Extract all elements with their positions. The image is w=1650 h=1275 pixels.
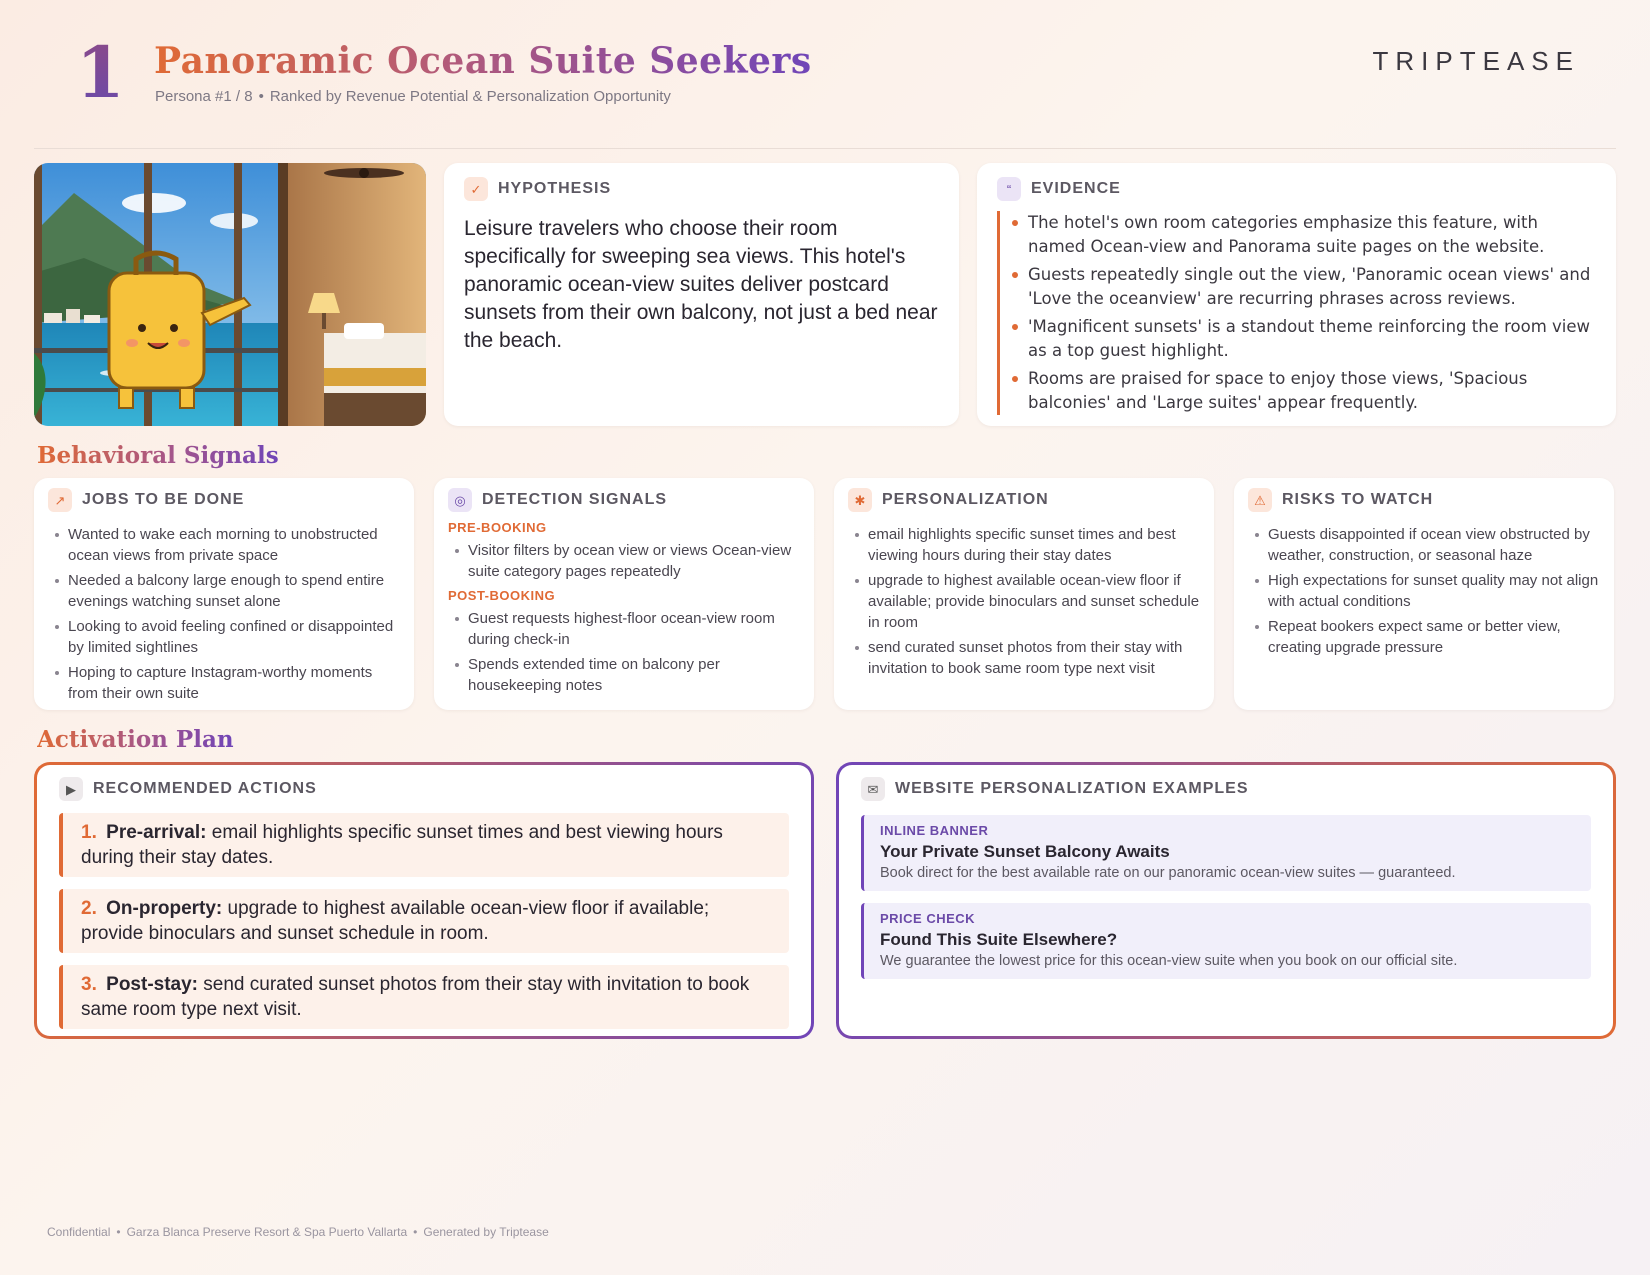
action-number: 2. — [81, 898, 97, 919]
arrow-up-right-icon: ↗ — [48, 488, 72, 512]
page-subtitle — [155, 88, 671, 105]
risks-list — [1248, 524, 1600, 658]
list-item: email highlights specific sunset times and best viewing hours during their stay dates — [868, 524, 1200, 566]
evidence-item: The hotel's own room categories emphasize this feature, with named Ocean-view and Panorama suite pages on the website. — [1028, 211, 1596, 259]
post-booking-list — [448, 608, 800, 696]
hypothesis-label: HYPOTHESIS — [498, 180, 612, 197]
action-number: 1. — [81, 822, 97, 843]
post-booking-label: POST-BOOKING — [448, 588, 556, 603]
action-text: email highlights specific sunset times and best viewing hours during their stay dates. — [81, 822, 723, 868]
brand-logo: TRIPTEASE — [1372, 46, 1580, 76]
footer-separator: • — [413, 1225, 418, 1239]
header — [34, 30, 1616, 150]
play-icon: ▶ — [59, 777, 83, 801]
list-item: Hoping to capture Instagram-worthy moments from their own suite — [68, 662, 400, 704]
risks-header — [1248, 488, 1600, 512]
example-body: Book direct for the best available rate on our panoramic ocean-view suites — guaranteed. — [880, 865, 1456, 881]
footer-generated: Generated by Triptease — [423, 1225, 549, 1239]
asterisk-icon: ✱ — [848, 488, 872, 512]
personalization-header — [848, 488, 1200, 512]
quote-icon: “ — [997, 177, 1021, 201]
recommended-actions-card — [34, 762, 814, 1039]
list-item: send curated sunset photos from their stay with invitation to book same room type next visit — [868, 637, 1200, 679]
action-stage: Pre-arrival: — [106, 822, 207, 843]
list-item: Wanted to wake each morning to unobstructed ocean views from private space — [68, 524, 400, 566]
example-type: INLINE BANNER — [880, 823, 989, 838]
check-icon: ✓ — [464, 177, 488, 201]
action-item — [59, 813, 789, 877]
page-title: Panoramic Ocean Suite Seekers — [154, 40, 812, 82]
footer-confidential: Confidential — [47, 1225, 111, 1239]
subtitle-separator: • — [258, 88, 264, 105]
footer-separator: • — [116, 1225, 121, 1239]
list-item: Visitor filters by ocean view or views Ocean-view suite category pages repeatedly — [468, 540, 800, 582]
evidence-label: EVIDENCE — [1031, 180, 1121, 197]
example-inline-banner — [861, 815, 1591, 891]
evidence-item: Rooms are praised for space to enjoy those views, 'Spacious balconies' and 'Large suites' appear frequently. — [1028, 367, 1596, 415]
evidence-item: Guests repeatedly single out the view, 'Panoramic ocean views' and 'Love the oceanview' are recurring phrases across reviews. — [1028, 263, 1596, 311]
example-headline: Found This Suite Elsewhere? — [880, 930, 1118, 949]
website-personalization-label: WEBSITE PERSONALIZATION EXAMPLES — [895, 780, 1249, 797]
recommended-actions-label: RECOMMENDED ACTIONS — [93, 780, 317, 797]
action-item — [59, 889, 789, 953]
persona-number: 1 — [76, 31, 125, 114]
pre-booking-label: PRE-BOOKING — [448, 520, 547, 535]
list-item: upgrade to highest available ocean-view floor if available; provide binoculars and sunset schedule in room — [868, 572, 1200, 631]
activation-plan-title: Activation Plan — [37, 726, 234, 753]
detection-label: DETECTION SIGNALS — [482, 491, 668, 508]
warning-icon: ⚠ — [1248, 488, 1272, 512]
recommended-actions-header — [59, 777, 789, 801]
action-item — [59, 965, 789, 1029]
behavioral-signals-title: Behavioral Signals — [37, 442, 279, 469]
personalization-card — [834, 478, 1214, 710]
target-icon: ◎ — [448, 488, 472, 512]
list-item: Guest requests highest-floor ocean-view room during check-in — [468, 608, 800, 650]
hypothesis-text: Leisure travelers who choose their room specifically for sweeping sea views. This hotel's panoramic ocean-view suites deliver postcard sunsets from their own balcony, not just a bed near the beach. — [464, 217, 938, 352]
detection-signals-card — [434, 478, 814, 710]
footer — [47, 1225, 549, 1239]
action-text: upgrade to highest available ocean-view floor if available; provide binoculars and sunset schedule in room. — [81, 898, 710, 944]
recommended-actions-body — [37, 765, 811, 1036]
action-stage: Post-stay: — [106, 974, 198, 995]
example-type: PRICE CHECK — [880, 911, 976, 926]
hypothesis-header — [464, 177, 939, 201]
list-item: Looking to avoid feeling confined or disappointed by limited sightlines — [68, 616, 400, 658]
action-stage: On-property: — [106, 898, 223, 919]
evidence-card — [977, 163, 1616, 426]
evidence-list — [997, 211, 1596, 415]
example-body: We guarantee the lowest price for this ocean-view suite when you book on our official site. — [880, 953, 1458, 969]
website-personalization-header — [861, 777, 1591, 801]
evidence-item: 'Magnificent sunsets' is a standout theme reinforcing the room view as a top guest highlight. — [1028, 315, 1596, 363]
ranking-note: Ranked by Revenue Potential & Personalization Opportunity — [269, 88, 671, 105]
risks-card — [1234, 478, 1614, 710]
detection-header — [448, 488, 800, 512]
example-price-check — [861, 903, 1591, 979]
list-item: Guests disappointed if ocean view obstructed by weather, construction, or seasonal haze — [1268, 524, 1600, 566]
header-divider — [34, 148, 1616, 149]
website-personalization-body — [839, 765, 1613, 1036]
list-item: Spends extended time on balcony per housekeeping notes — [468, 654, 800, 696]
envelope-icon: ✉ — [861, 777, 885, 801]
website-personalization-card — [836, 762, 1616, 1039]
jobs-to-be-done-card — [34, 478, 414, 710]
jobs-label: JOBS TO BE DONE — [82, 491, 245, 508]
risks-label: RISKS TO WATCH — [1282, 491, 1434, 508]
hypothesis-card — [444, 163, 959, 426]
personalization-list — [848, 524, 1200, 679]
jobs-list — [48, 524, 400, 704]
example-headline: Your Private Sunset Balcony Awaits — [880, 842, 1170, 861]
jobs-header — [48, 488, 400, 512]
list-item: High expectations for sunset quality may not align with actual conditions — [1268, 572, 1599, 610]
hero-illustration — [34, 163, 426, 426]
list-item: Needed a balcony large enough to spend entire evenings watching sunset alone — [68, 570, 400, 612]
list-item: Repeat bookers expect same or better view, creating upgrade pressure — [1268, 616, 1600, 658]
action-number: 3. — [81, 974, 97, 995]
pre-booking-list — [448, 540, 800, 582]
evidence-header — [997, 177, 1596, 201]
personalization-label: PERSONALIZATION — [882, 491, 1049, 508]
action-text: send curated sunset photos from their stay with invitation to book same room type next visit. — [81, 974, 750, 1020]
persona-position: Persona #1 / 8 — [155, 88, 253, 105]
footer-property: Garza Blanca Preserve Resort & Spa Puerto Vallarta — [126, 1225, 408, 1239]
